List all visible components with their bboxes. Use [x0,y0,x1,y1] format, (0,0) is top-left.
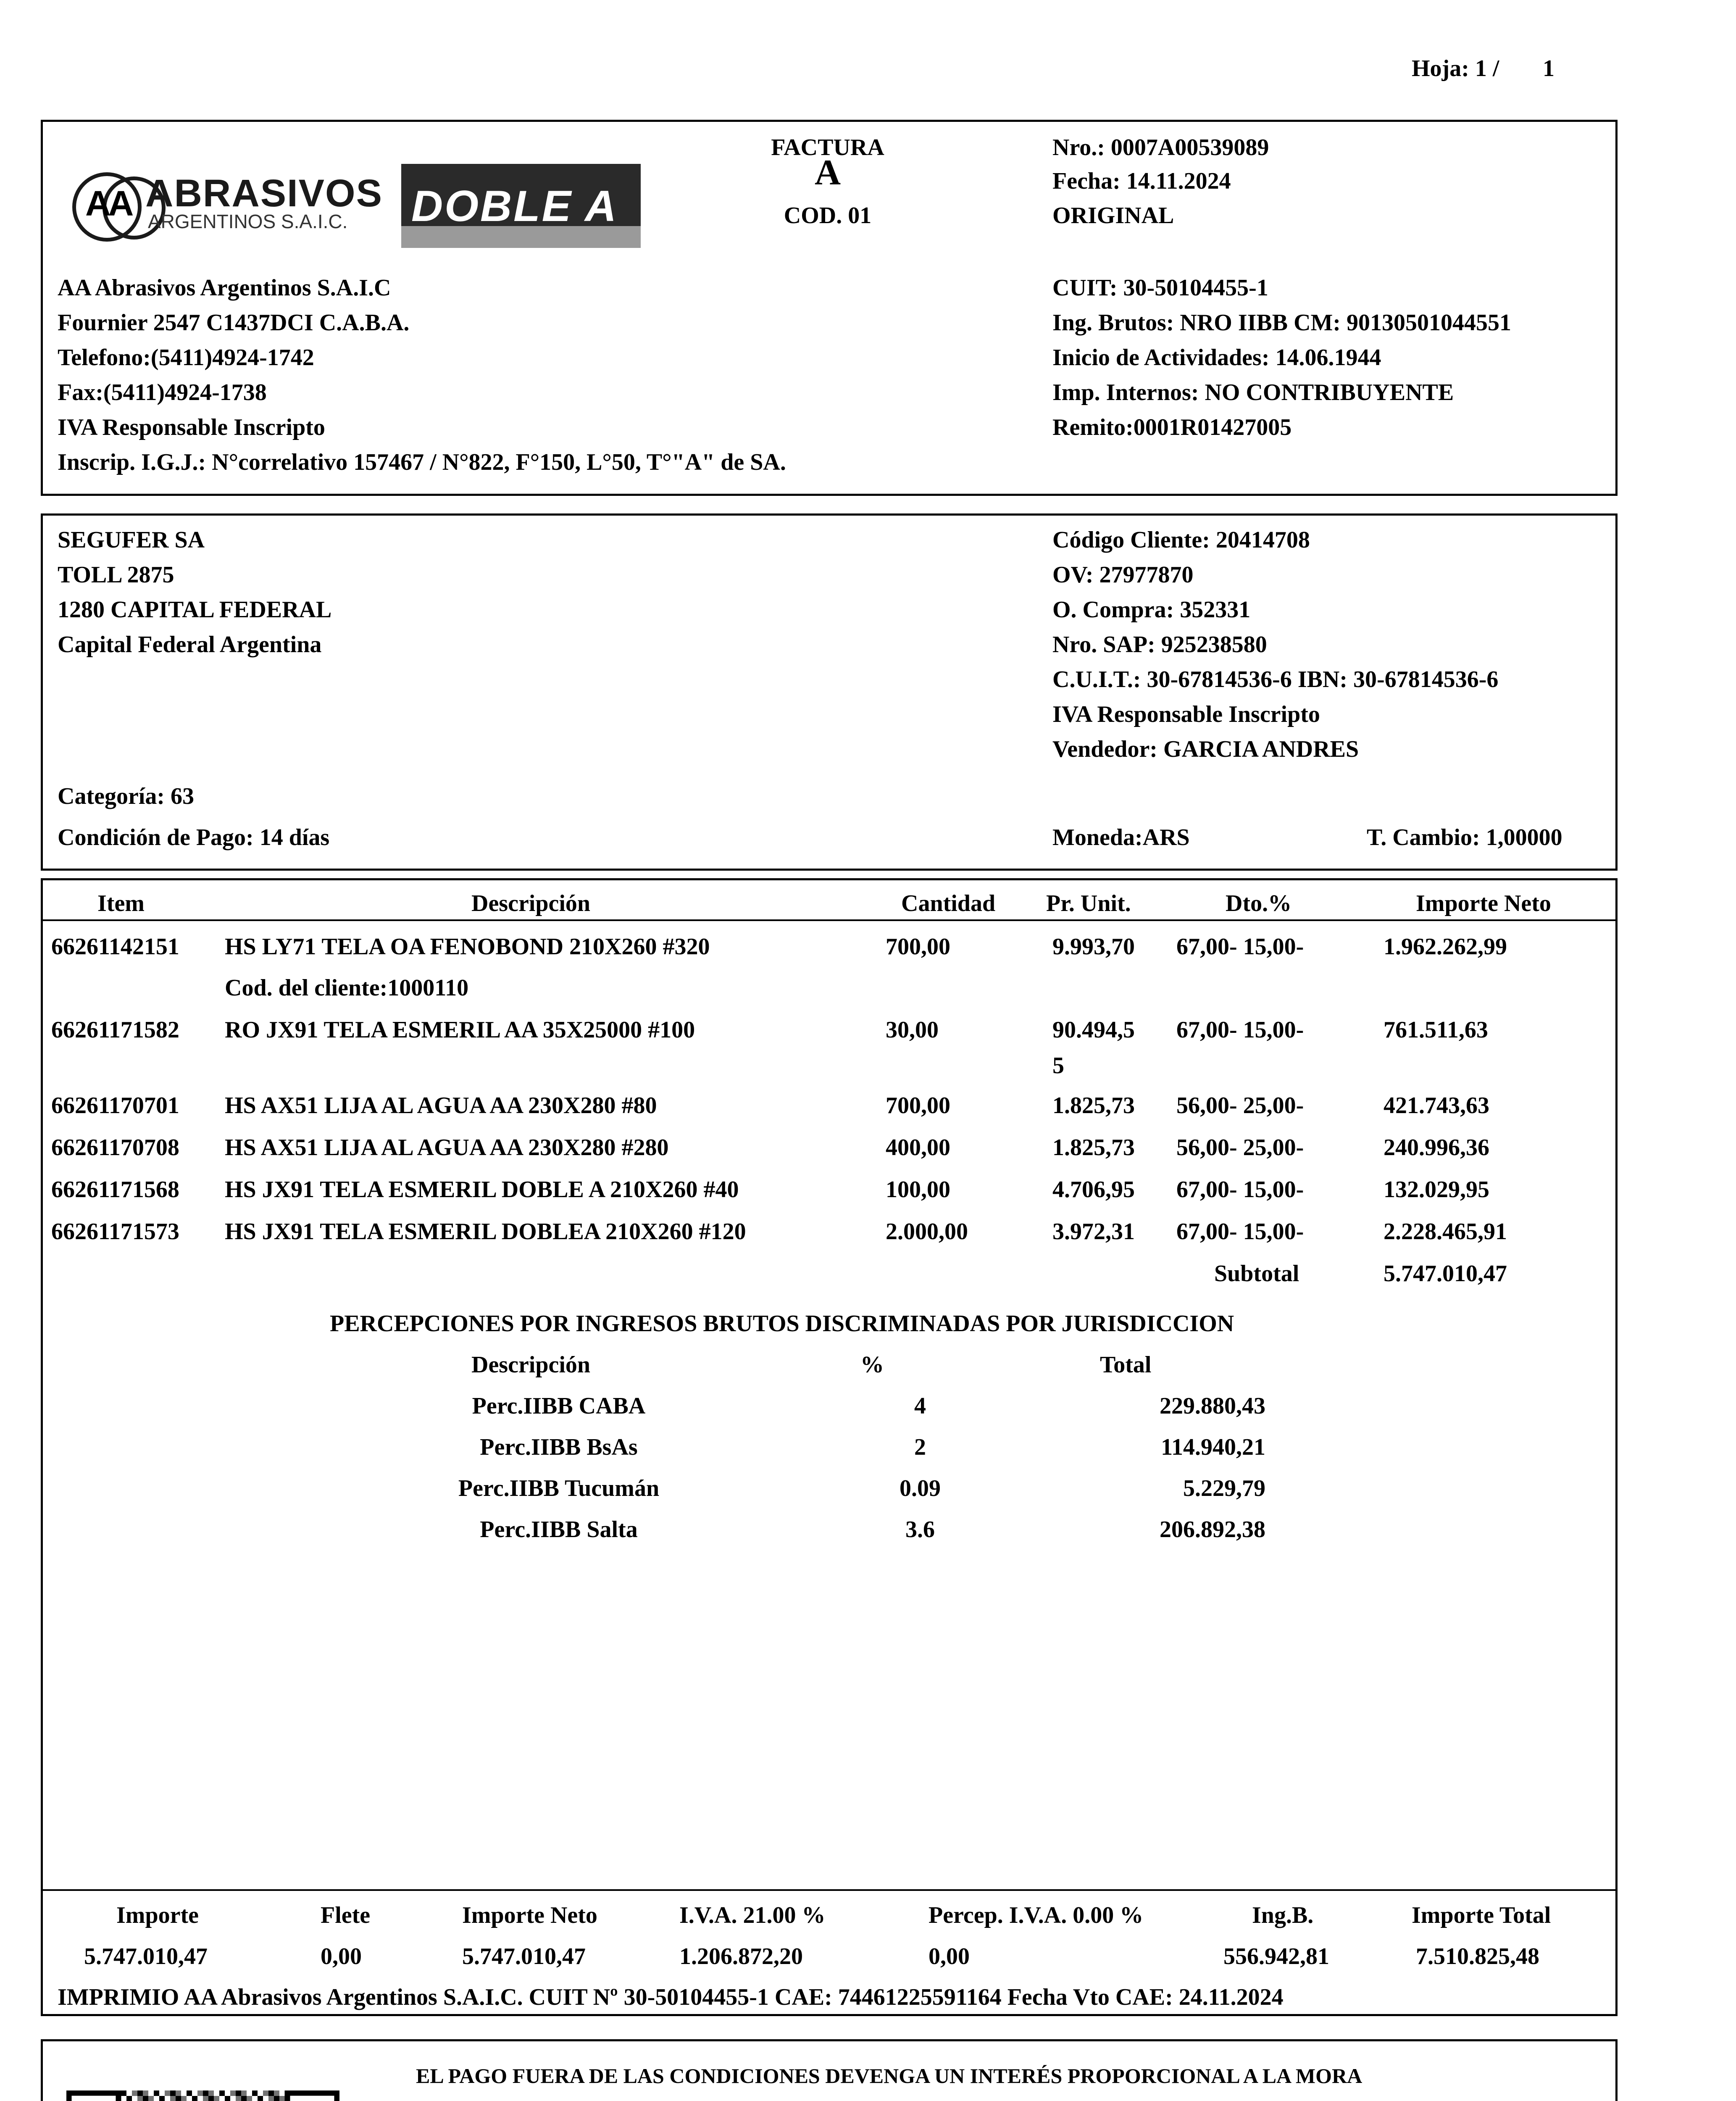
totals-header-gross-income: Ing.B. [1252,1902,1314,1928]
issuer-internal-taxes: Imp. Internos: NO CONTRIBUYENTE [1052,379,1454,405]
row-unit-price-wrap: 5 [1052,1053,1064,1079]
payment-conditions-note [416,2057,1601,2101]
perceptions-header-total: Total [1100,1352,1152,1378]
row-net-amount: 2.228.465,91 [1384,1219,1507,1245]
perception-description: Perc.IIBB Tucumán [458,1475,660,1501]
client-purchase-order: O. Compra: 352331 [1052,597,1251,623]
row-unit-price: 1.825,73 [1052,1135,1135,1161]
note-line [416,2095,1601,2101]
totals-net: 5.747.010,47 [462,1943,586,1969]
row-description: Cod. del cliente:1000110 [225,975,469,1001]
totals-top-rule [41,1889,1618,1891]
row-description: HS AX51 LIJA AL AGUA AA 230X280 #80 [225,1093,657,1119]
row-item: 66261171582 [51,1017,179,1043]
row-quantity: 700,00 [886,934,950,960]
totals-header-vat: I.V.A. 21.00 % [679,1902,826,1928]
sheet-total: 1 [1543,55,1555,82]
row-net-amount: 1.962.262,99 [1384,934,1507,960]
invoice-code: COD. 01 [784,203,872,229]
col-header-discount: Dto.% [1226,890,1292,916]
client-city: 1280 CAPITAL FEDERAL [58,597,332,623]
row-unit-price: 90.494,5 [1052,1017,1135,1043]
row-quantity: 100,00 [886,1177,950,1203]
issuer-phone: Telefono:(5411)4924-1742 [58,345,314,371]
totals-header-amount: Importe [116,1902,199,1928]
perceptions-header-description: Descripción [471,1352,591,1378]
perception-percent: 3.6 [905,1517,935,1543]
client-region: Capital Federal Argentina [58,632,322,658]
invoice-type: FACTURA [771,134,884,161]
issuer-remito: Remito:0001R01427005 [1052,414,1292,440]
perception-percent: 2 [914,1434,926,1460]
row-net-amount: 132.029,95 [1384,1177,1489,1203]
client-iva: IVA Responsable Inscripto [1052,701,1320,727]
row-unit-price: 3.972,31 [1052,1219,1135,1245]
row-net-amount: 761.511,63 [1384,1017,1488,1043]
client-street: TOLL 2875 [58,562,174,588]
client-seller: Vendedor: GARCIA ANDRES [1052,736,1359,762]
row-discount: 67,00- 15,00- [1176,1219,1304,1245]
row-item: 66261170701 [51,1093,179,1119]
logo-subtitle: ARGENTINOS S.A.I.C. [148,211,348,232]
qr-code [66,2090,339,2101]
row-discount: 56,00- 25,00- [1176,1135,1304,1161]
row-description: HS JX91 TELA ESMERIL DOBLE A 210X260 #40 [225,1177,739,1203]
totals-vat: 1.206.872,20 [679,1943,803,1969]
issuer-ing-brutos: Ing. Brutos: NRO IIBB CM: 90130501044551 [1052,310,1512,336]
sheet-label: Hoja: 1 / [1412,55,1499,82]
exchange-rate: T. Cambio: 1,00000 [1367,824,1562,850]
perception-description: Perc.IIBB CABA [472,1393,646,1419]
row-discount: 56,00- 25,00- [1176,1093,1304,1119]
invoice-copy: ORIGINAL [1052,203,1174,229]
perception-percent: 0.09 [900,1475,941,1501]
issuer-igj: Inscrip. I.G.J.: N°correlativo 157467 / N°822, F°150, L°50, T°"A" de SA. [58,449,786,475]
perception-total: 5.229,79 [1183,1475,1265,1501]
row-description: HS AX51 LIJA AL AGUA AA 230X280 #280 [225,1135,669,1161]
client-name: SEGUFER SA [58,527,205,553]
logo-brand-doble-a: DOBLE A [411,182,618,231]
perception-percent: 4 [914,1393,926,1419]
totals-amount: 5.747.010,47 [84,1943,208,1969]
row-quantity: 2.000,00 [886,1219,968,1245]
row-unit-price: 9.993,70 [1052,934,1135,960]
row-description: RO JX91 TELA ESMERIL AA 35X25000 #100 [225,1017,695,1043]
totals-gross-income: 556.942,81 [1223,1943,1329,1969]
subtotal-value: 5.747.010,47 [1384,1261,1507,1287]
perception-description: Perc.IIBB Salta [480,1517,638,1543]
totals-vat-perception: 0,00 [928,1943,970,1969]
col-header-quantity: Cantidad [901,890,996,916]
row-discount: 67,00- 15,00- [1176,934,1304,960]
perception-description: Perc.IIBB BsAs [480,1434,638,1460]
issuer-iva: IVA Responsable Inscripto [58,414,325,440]
row-net-amount: 421.743,63 [1384,1093,1489,1119]
totals-header-freight: Flete [321,1902,371,1928]
logo-doble-a-badge [401,164,641,248]
totals-grand-total: 7.510.825,48 [1416,1943,1539,1969]
perceptions-title: PERCEPCIONES POR INGRESOS BRUTOS DISCRIMINADAS POR JURISDICCION [330,1311,1234,1337]
row-discount: 67,00- 15,00- [1176,1177,1304,1203]
logo-mark: AA [85,184,132,223]
col-header-unit-price: Pr. Unit. [1046,890,1131,916]
totals-header-net: Importe Neto [462,1902,597,1928]
row-quantity: 30,00 [886,1017,939,1043]
row-unit-price: 1.825,73 [1052,1093,1135,1119]
perception-total: 114.940,21 [1161,1434,1265,1460]
invoice-date: Fecha: 14.11.2024 [1052,168,1231,194]
totals-header-vat-perception: Percep. I.V.A. 0.00 % [928,1902,1144,1928]
perception-total: 229.880,43 [1160,1393,1265,1419]
col-header-net-amount: Importe Neto [1416,890,1551,916]
subtotal-label: Subtotal [1214,1261,1299,1287]
perception-total: 206.892,38 [1160,1517,1265,1543]
issuer-name: AA Abrasivos Argentinos S.A.I.C [58,275,391,301]
col-header-description: Descripción [471,890,591,916]
row-item: 66261171573 [51,1219,179,1245]
row-item: 66261170708 [51,1135,179,1161]
client-category: Categoría: 63 [58,783,195,809]
row-item: 66261142151 [51,934,179,960]
row-item: 66261171568 [51,1177,179,1203]
row-quantity: 400,00 [886,1135,950,1161]
client-ov: OV: 27977870 [1052,562,1194,588]
row-unit-price: 4.706,95 [1052,1177,1135,1203]
payment-terms: Condición de Pago: 14 días [58,824,330,850]
row-description: HS JX91 TELA ESMERIL DOBLEA 210X260 #120 [225,1219,746,1245]
currency: Moneda:ARS [1052,824,1190,850]
client-sap: Nro. SAP: 925238580 [1052,632,1267,658]
totals-freight: 0,00 [321,1943,362,1969]
items-box [41,878,1618,2016]
note-line: EL PAGO FUERA DE LAS CONDICIONES DEVENGA UN INTERÉS PROPORCIONAL A LA MORA [416,2064,1362,2088]
row-quantity: 700,00 [886,1093,950,1119]
issuer-address: Fournier 2547 C1437DCI C.A.B.A. [58,310,410,336]
col-header-item: Item [97,890,145,916]
logo-brand: ABRASIVOS [145,172,383,215]
issuer-cuit: CUIT: 30-50104455-1 [1052,275,1268,301]
issuer-start-date: Inicio de Actividades: 14.06.1944 [1052,345,1381,371]
perceptions-header-percent: % [860,1352,884,1378]
invoice-number: Nro.: 0007A00539089 [1052,134,1269,161]
row-discount: 67,00- 15,00- [1176,1017,1304,1043]
client-cuit: C.U.I.T.: 30-67814536-6 IBN: 30-67814536-6 [1052,666,1499,692]
qr-code-graphic [66,2090,339,2101]
issuer-fax: Fax:(5411)4924-1738 [58,379,267,405]
row-net-amount: 240.996,36 [1384,1135,1489,1161]
invoice-letter: A [814,152,841,192]
row-description: HS LY71 TELA OA FENOBOND 210X260 #320 [225,934,710,960]
totals-header-total: Importe Total [1412,1902,1551,1928]
items-header-rule [41,919,1618,921]
printed-by-line: IMPRIMIO AA Abrasivos Argentinos S.A.I.C. CUIT Nº 30-50104455-1 CAE: 74461225591164 Fecha Vto CAE: 24.11.2024 [58,1984,1284,2010]
client-code: Código Cliente: 20414708 [1052,527,1310,553]
